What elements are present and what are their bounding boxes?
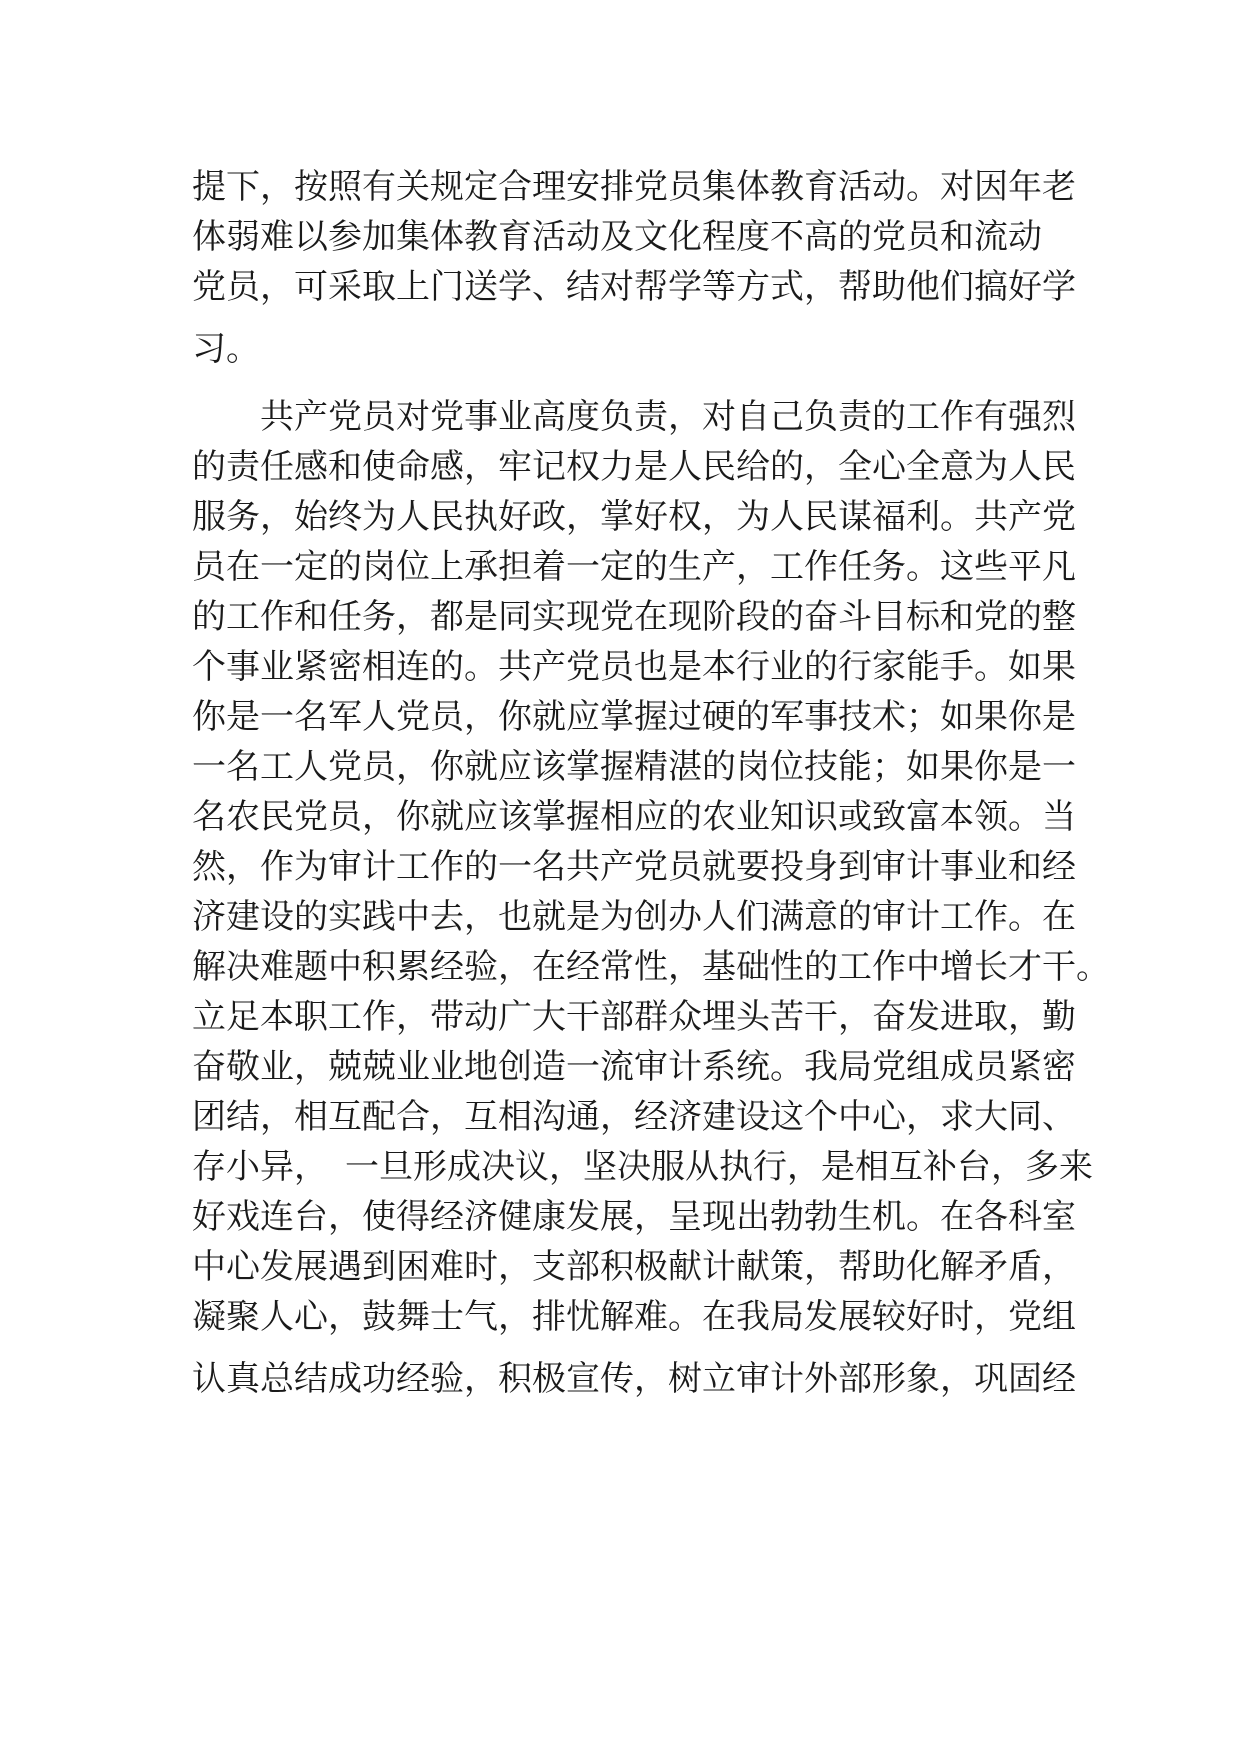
text-line: 济建设的实践中去，也就是为创办人们满意的审计工作。在 xyxy=(192,897,1076,937)
text-line: 中心发展遇到困难时，支部积极献计献策，帮助化解矛盾， xyxy=(192,1247,1076,1287)
text-line: 认真总结成功经验，积极宣传，树立审计外部形象，巩固经 xyxy=(192,1359,1076,1399)
text-line: 体弱难以参加集体教育活动及文化程度不高的党员和流动 xyxy=(192,217,1042,257)
text-line: 员在一定的岗位上承担着一定的生产，工作任务。这些平凡 xyxy=(192,547,1076,587)
text-line: 然，作为审计工作的一名共产党员就要投身到审计事业和经 xyxy=(192,847,1076,887)
text-line: 凝聚人心，鼓舞士气，排忧解难。在我局发展较好时，党组 xyxy=(192,1297,1076,1337)
text-line: 一名工人党员，你就应该掌握精湛的岗位技能；如果你是一 xyxy=(192,747,1076,787)
text-line: 的工作和任务，都是同实现党在现阶段的奋斗目标和党的整 xyxy=(192,597,1076,637)
text-line: 的责任感和使命感，牢记权力是人民给的，全心全意为人民 xyxy=(192,447,1076,487)
text-line: 服务，始终为人民执好政，掌好权，为人民谋福利。共产党 xyxy=(192,497,1076,537)
text-line: 团结，相互配合，互相沟通，经济建设这个中心，求大同、 xyxy=(192,1097,1076,1137)
text-line: 奋敬业，兢兢业业地创造一流审计系统。我局党组成员紧密 xyxy=(192,1047,1076,1087)
text-line: 提下，按照有关规定合理安排党员集体教育活动。对因年老 xyxy=(192,167,1076,207)
text-line: 解决难题中积累经验，在经常性，基础性的工作中增长才干。 xyxy=(192,947,1110,987)
text-line: 党员，可采取上门送学、结对帮学等方式，帮助他们搞好学 xyxy=(192,267,1076,307)
text-line: 个事业紧密相连的。共产党员也是本行业的行家能手。如果 xyxy=(192,647,1076,687)
text-line: 名农民党员，你就应该掌握相应的农业知识或致富本领。当 xyxy=(192,797,1076,837)
paragraph-main xyxy=(192,392,1110,1404)
text-line: 习。 xyxy=(192,329,260,369)
text-line: 共产党员对党事业高度负责，对自己负责的工作有强烈 xyxy=(192,397,1076,437)
text-line: 好戏连台，使得经济健康发展，呈现出勃勃生机。在各科室 xyxy=(192,1197,1076,1237)
paragraph-continued xyxy=(192,162,1076,374)
text-line: 立足本职工作，带动广大干部群众埋头苦干，奋发进取，勤 xyxy=(192,997,1076,1037)
text-line: 你是一名军人党员，你就应掌握过硬的军事技术；如果你是 xyxy=(192,697,1076,737)
text-line: 存小异， 一旦形成决议，坚决服从执行，是相互补台，多来 xyxy=(192,1147,1093,1187)
